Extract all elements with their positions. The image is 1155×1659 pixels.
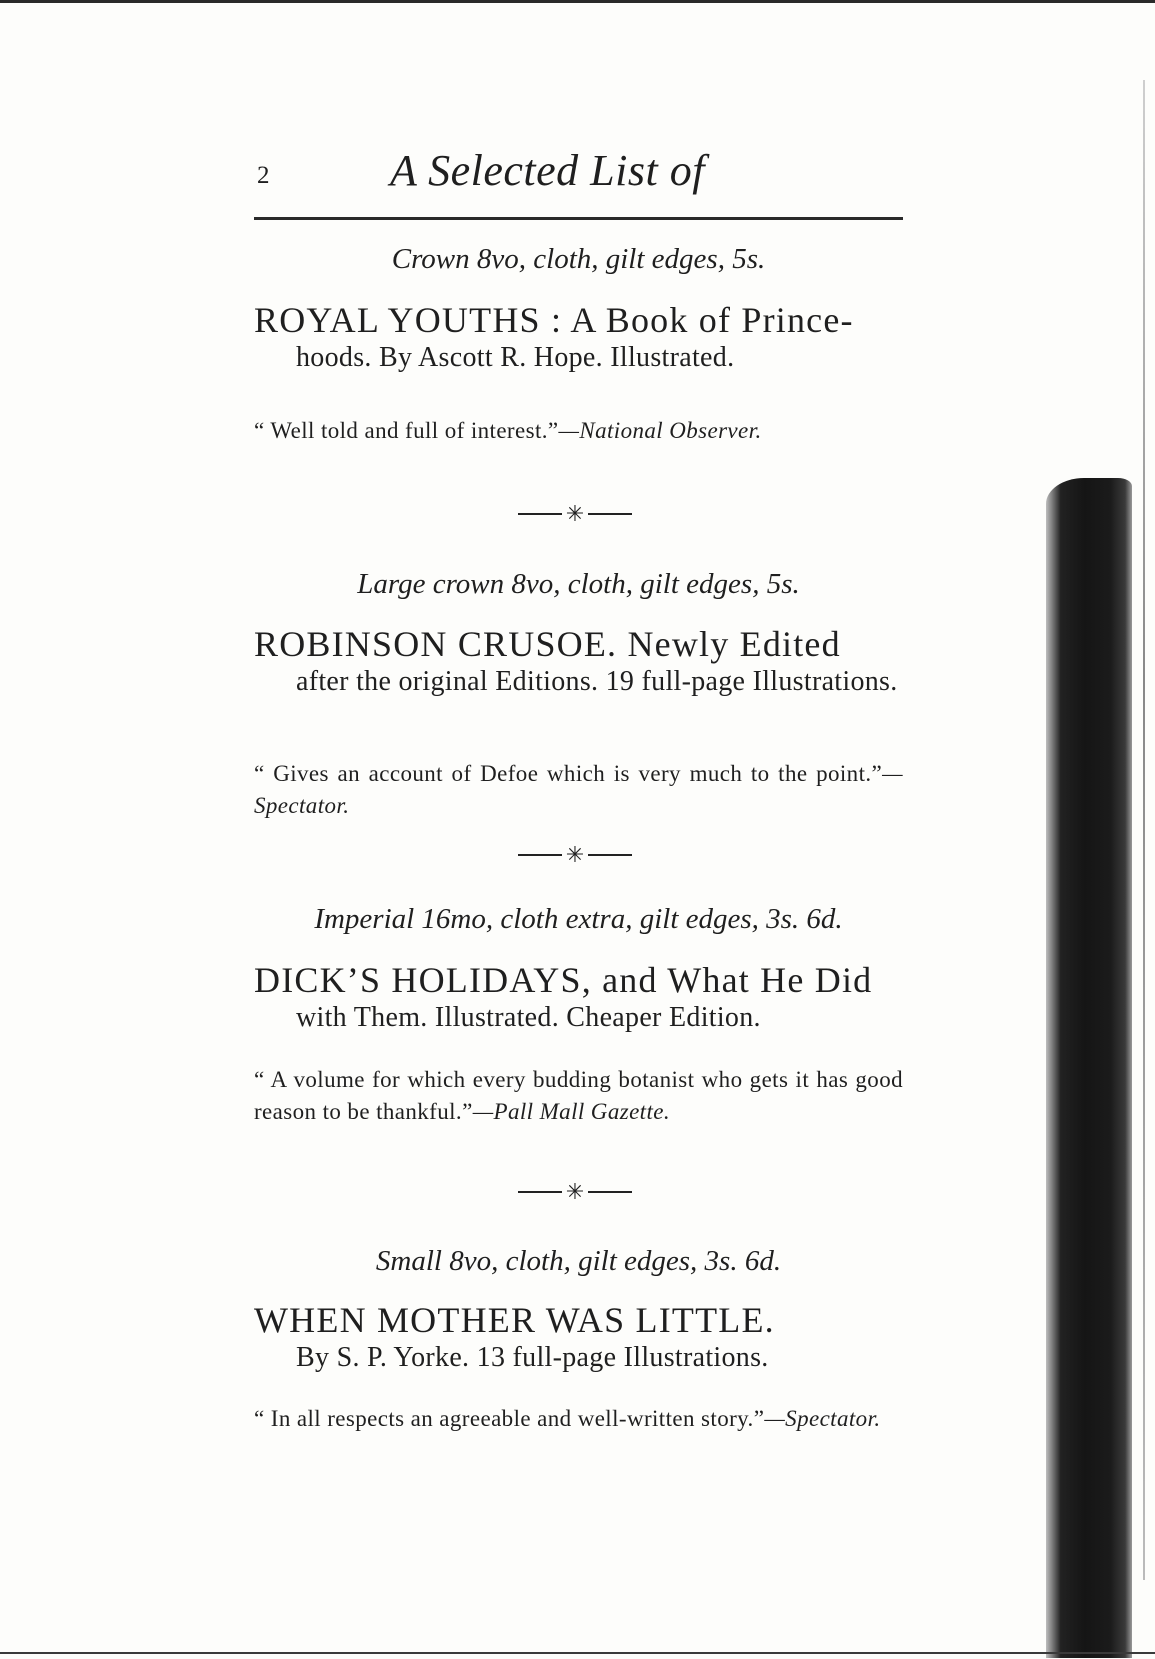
entry-2-quote: “ Gives an account of Defoe which is very much to the point.” — [254, 761, 883, 786]
entry-4-title-cont: By S. P. Yorke. 13 full-page Illustrations. — [296, 1342, 769, 1373]
entry-2-title — [254, 624, 903, 700]
asterisk-ornament-icon: ✳ — [565, 501, 585, 526]
entry-2-source: —Spectator. — [254, 761, 903, 818]
entry-4-review — [254, 1403, 903, 1435]
entry-4-edition: Small 8vo, cloth, gilt edges, 3s. 6d. — [375, 1245, 782, 1277]
entry-1-title-cont: hoods. By Ascott R. Hope. Illustrated. — [296, 342, 735, 373]
entry-1-title-line: ROYAL YOUTHS : A Book of Prince- — [254, 300, 854, 340]
entry-4-source: —Spectator. — [764, 1406, 881, 1431]
entry-1-quote: “ Well told and full of interest.” — [254, 418, 559, 443]
page-number: 2 — [257, 162, 270, 189]
running-head: A Selected List of — [390, 146, 705, 195]
section-divider — [514, 501, 636, 526]
section-divider — [514, 1179, 636, 1204]
entry-2-review — [254, 758, 903, 822]
top-edge-rule — [0, 0, 1155, 3]
entry-1-source: —National Observer. — [558, 418, 762, 443]
entry-2-edition: Large crown 8vo, cloth, gilt edges, 5s. — [357, 568, 800, 600]
book-binding-shadow — [1046, 478, 1132, 1658]
section-divider — [514, 842, 636, 867]
entry-1-edition: Crown 8vo, cloth, gilt edges, 5s. — [391, 243, 766, 275]
entry-4-title-line: WHEN MOTHER WAS LITTLE. — [254, 1300, 775, 1340]
binding-edge-streak — [1143, 80, 1145, 1580]
asterisk-ornament-icon: ✳ — [565, 1179, 585, 1204]
entry-1-review — [254, 415, 903, 447]
entry-4-title — [254, 1300, 903, 1376]
entry-2-title-cont: after the original Editions. 19 full-page Illustrations. — [296, 666, 898, 697]
entry-3-title-line: DICK’S HOLIDAYS, and What He Did — [254, 960, 873, 1000]
entry-3-title-cont: with Them. Illustrated. Cheaper Edition. — [296, 1002, 761, 1033]
entry-3-quote: “ A volume for which every budding botanist who gets it has good reason to be thankful.” — [254, 1067, 903, 1124]
header-rule — [254, 217, 903, 220]
entry-3-review — [254, 1064, 903, 1128]
entry-3-edition: Imperial 16mo, cloth extra, gilt edges, 3s. 6d. — [314, 903, 843, 935]
entry-3-source: —Pall Mall Gazette. — [472, 1099, 671, 1124]
entry-2-title-line: ROBINSON CRUSOE. Newly Edited — [254, 624, 841, 664]
asterisk-ornament-icon: ✳ — [565, 842, 585, 867]
entry-3-title — [254, 960, 903, 1036]
entry-1-title — [254, 300, 903, 376]
entry-4-quote: “ In all respects an agreeable and well-written story.” — [254, 1406, 765, 1431]
bottom-edge-rule — [0, 1652, 1155, 1654]
